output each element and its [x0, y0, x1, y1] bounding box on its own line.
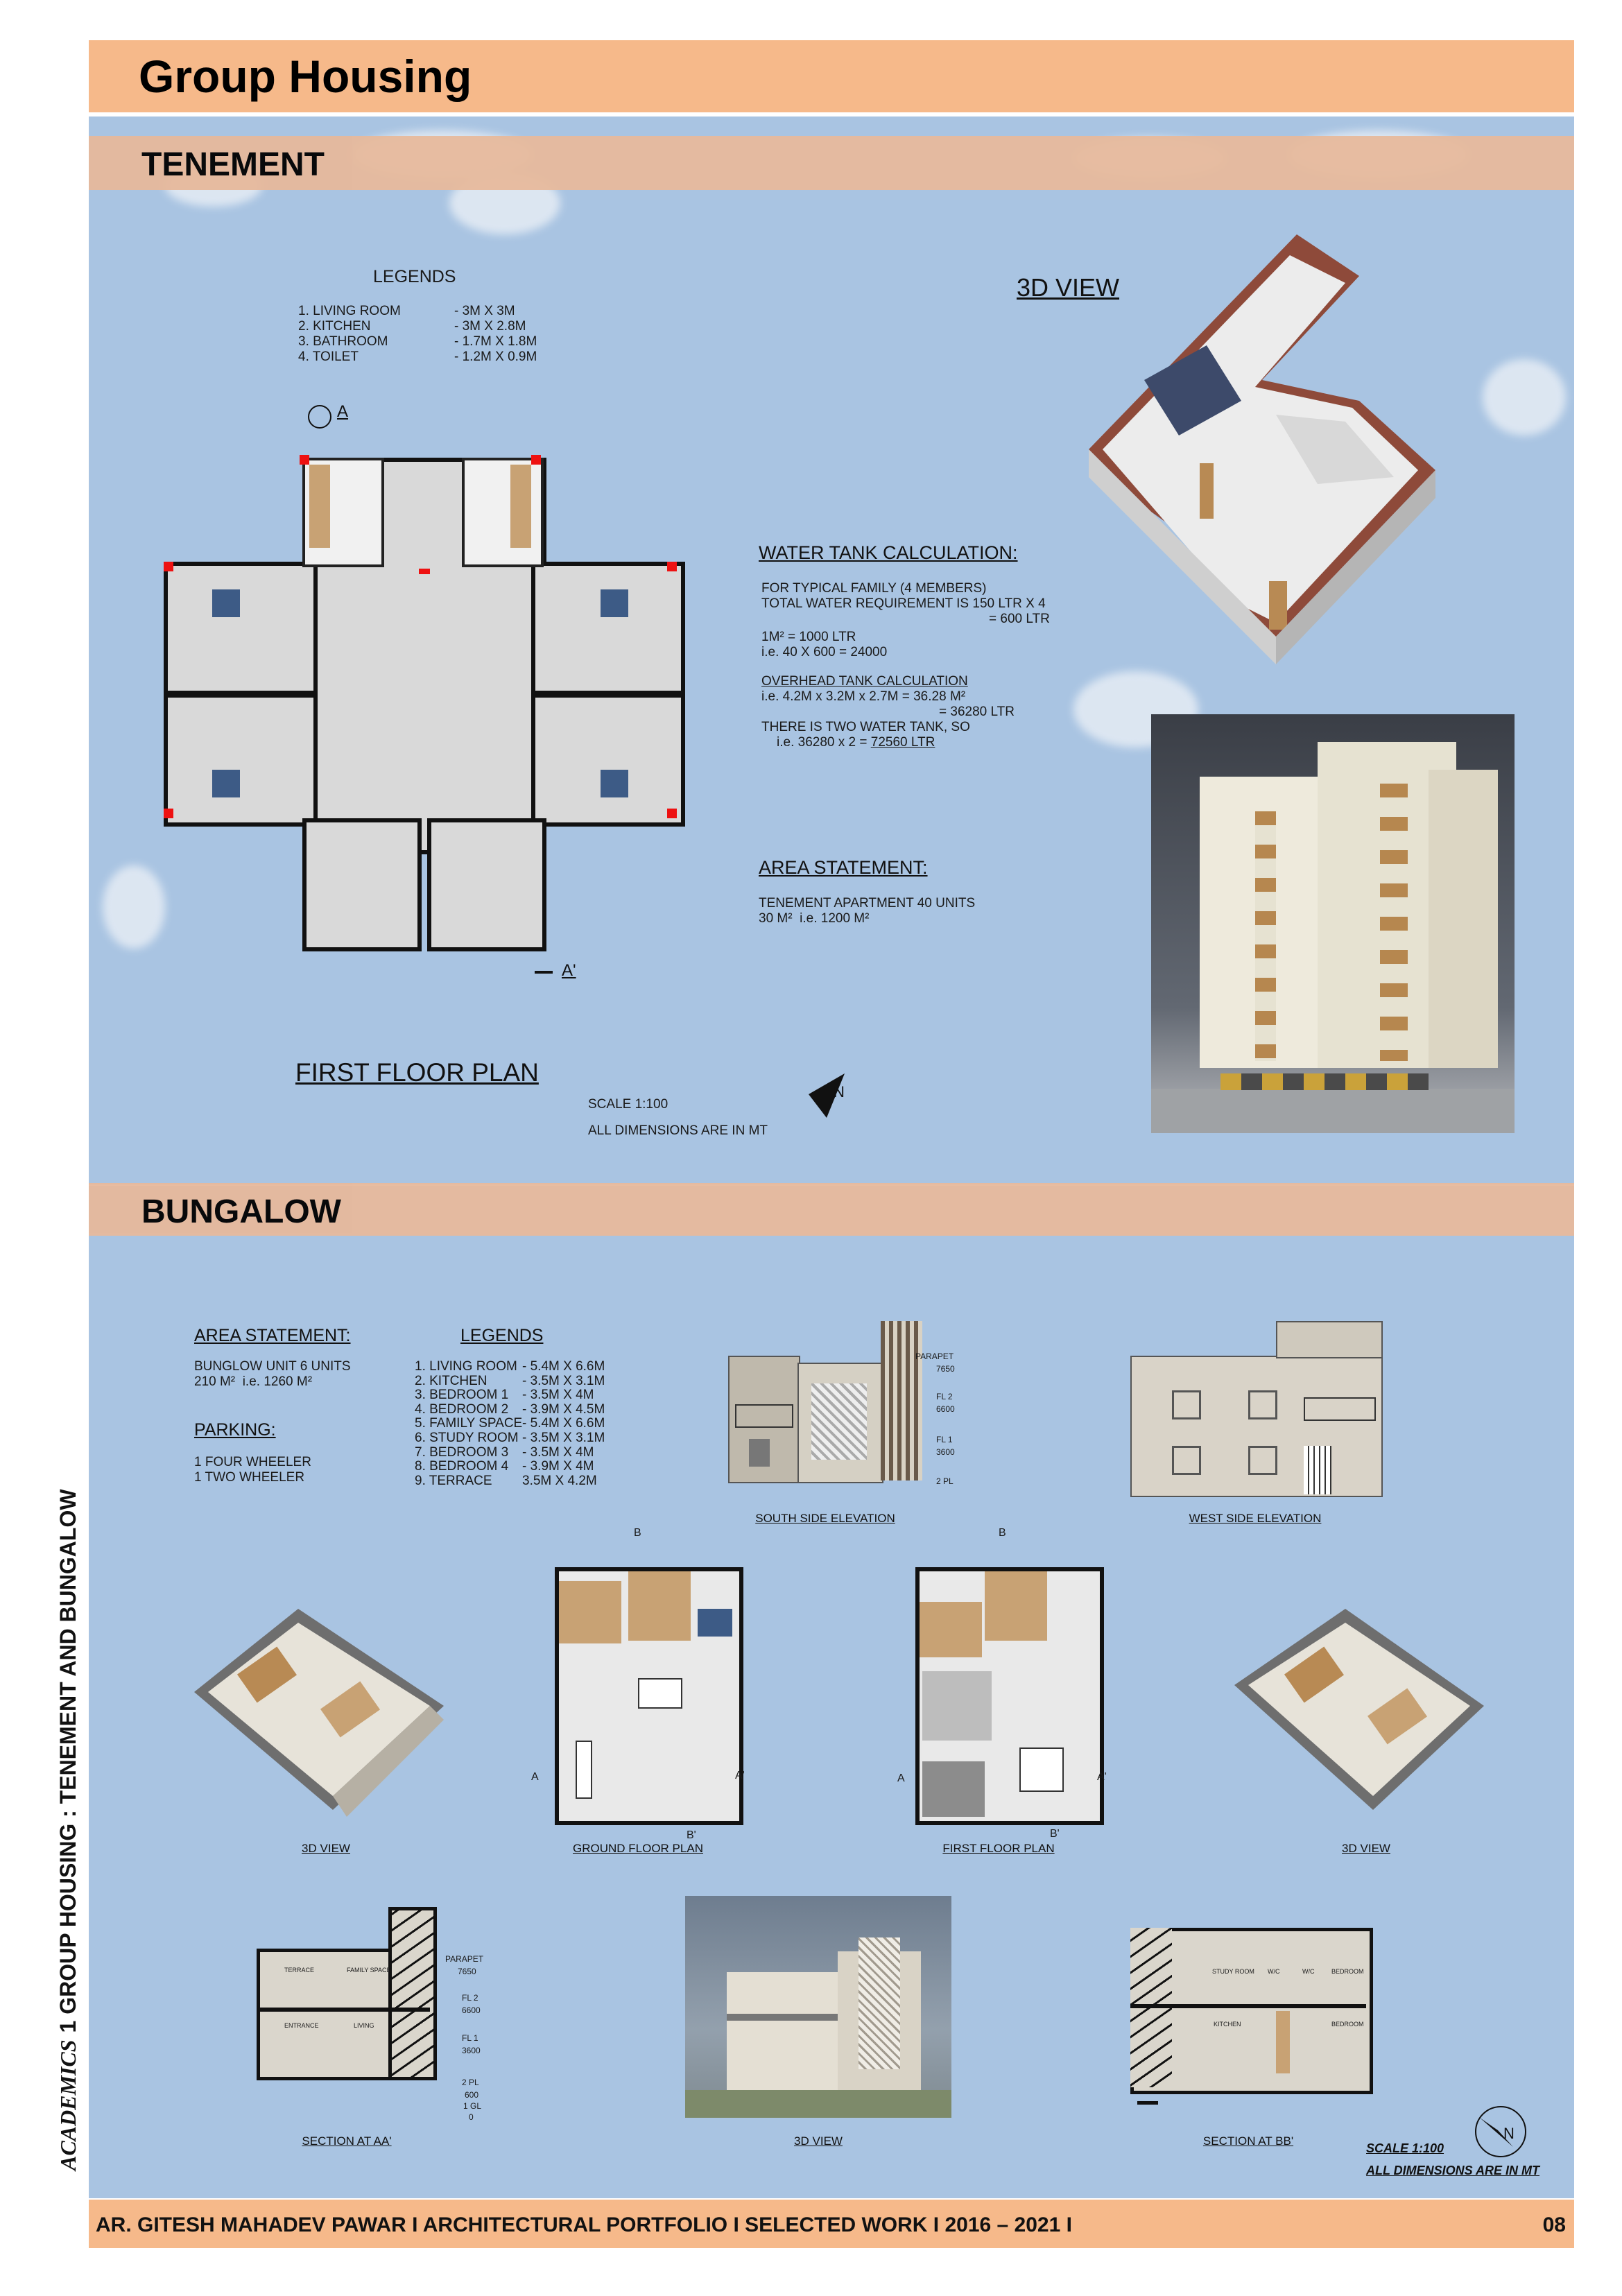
water-tank-title: WATER TANK CALCULATION: [759, 542, 1018, 563]
legend-label: 2. KITCHEN [298, 319, 371, 334]
legend-label: 3. BATHROOM [298, 334, 388, 349]
tenement-area-title: AREA STATEMENT: [759, 857, 928, 878]
tenement-title: TENEMENT [141, 146, 325, 183]
bungalow-dimensions-note: ALL DIMENSIONS ARE IN MT [1366, 2164, 1540, 2177]
tenement-3d-model [1068, 221, 1456, 678]
bungalow-3d-view-right [1227, 1588, 1491, 1817]
north-arrow-icon [1473, 2104, 1528, 2159]
bungalow-3d-render [685, 1896, 951, 2118]
bungalow-band [89, 1183, 1574, 1236]
tenement-plan-title: FIRST FLOOR PLAN [295, 1058, 539, 1087]
page-footer [89, 2200, 1574, 2248]
section-bb-caption: SECTION AT BB' [1202, 2134, 1294, 2148]
bungalow-area-title: AREA STATEMENT: [194, 1326, 351, 1345]
north-arrow-icon [803, 1067, 859, 1122]
page-number: 08 [1542, 2213, 1566, 2236]
tenement-scale: SCALE 1:100 [588, 1097, 668, 1112]
tenement-first-floor-plan [164, 402, 677, 980]
sidebar-label [55, 1477, 83, 2170]
sidebar-script: ACADEMICS [55, 2039, 80, 2170]
tenement-legends: 1. LIVING ROOM - 3M X 3M 2. KITCHEN - 3M X 2.8M 3. BATHROOM - 1.7M X 1.8M 4. TOILET - 1.2M X 0.9M [298, 304, 537, 364]
bungalow-3d-render-caption: 3D VIEW [794, 2134, 843, 2148]
bungalow-3d-view-left-caption: 3D VIEW [302, 1842, 350, 1855]
bungalow-legends-title: LEGENDS [460, 1326, 544, 1345]
legend-label: 4. TOILET [298, 349, 359, 364]
south-elevation: PARAPET 7650 FL 2 6600 FL 1 3600 2 PL [728, 1321, 978, 1501]
section-label-a-prime: A' [562, 961, 576, 980]
svg-text:N: N [834, 1083, 845, 1100]
bungalow-3d-view-left [187, 1581, 451, 1838]
tenement-dimensions-note: ALL DIMENSIONS ARE IN MT [588, 1123, 768, 1138]
section-aa-caption: SECTION AT AA' [302, 2134, 392, 2148]
section-bb: STUDY ROOM W/C W/C BEDROOM KITCHEN BEDROOM [1123, 1893, 1387, 2129]
svg-text:N: N [1503, 2125, 1515, 2142]
ground-floor-caption: GROUND FLOOR PLAN [573, 1842, 703, 1855]
tenement-3d-view-title: 3D VIEW [1017, 273, 1120, 302]
page-title: Group Housing [139, 51, 472, 102]
south-elevation-caption: SOUTH SIDE ELEVATION [755, 1512, 895, 1525]
west-elevation-caption: WEST SIDE ELEVATION [1189, 1512, 1322, 1525]
section-marker-a [308, 405, 331, 429]
footer-text: AR. GITESH MAHADEV PAWAR I ARCHITECTURAL PORTFOLIO I SELECTED WORK I 2016 – 2021 I [96, 2213, 1072, 2236]
first-floor-caption: FIRST FLOOR PLAN [942, 1842, 1055, 1855]
section-label-a: A [337, 402, 349, 421]
tenement-band [89, 136, 1574, 190]
page-header [89, 40, 1574, 112]
bungalow-scale: SCALE 1:100 [1366, 2141, 1444, 2155]
bungalow-legends: 1. LIVING ROOM - 5.4M X 6.6M 2. KITCHEN - 3.5M X 3.1M 3. BEDROOM 1 - 3.5M X 4M 4. BEDROOM 2 - 3.9M X 4.5M 5. FAMILY SPACE - 5.4M X 6.6M 6. STUDY ROOM - 3.5M X 3.1M 7. BEDROOM 3 - 3.5M X 4M 8. BEDROOM 4 - 3.9M X 4M 9. TERRACE 3.5M X 4.2M [415, 1359, 605, 1488]
bungalow-3d-view-right-caption: 3D VIEW [1342, 1842, 1390, 1855]
sidebar-text: 1 GROUP HOUSING : TENEMENT AND BUNGALOW [55, 1489, 80, 2033]
bungalow-title: BUNGALOW [141, 1193, 341, 1230]
legend-label: 1. LIVING ROOM [298, 304, 401, 318]
ground-floor-plan [548, 1567, 756, 1831]
parking-title: PARKING: [194, 1420, 276, 1440]
tenement-legends-title: LEGENDS [373, 267, 456, 286]
section-aa: TERRACE FAMILY SPACE ENTRANCE LIVING PARAPET 7650 FL 2 6600 FL 1 3600 2 PL 600 1 GL 0 [257, 1893, 506, 2129]
tenement-building-render [1151, 714, 1515, 1133]
first-floor-plan [908, 1567, 1116, 1831]
west-elevation [1130, 1321, 1380, 1501]
